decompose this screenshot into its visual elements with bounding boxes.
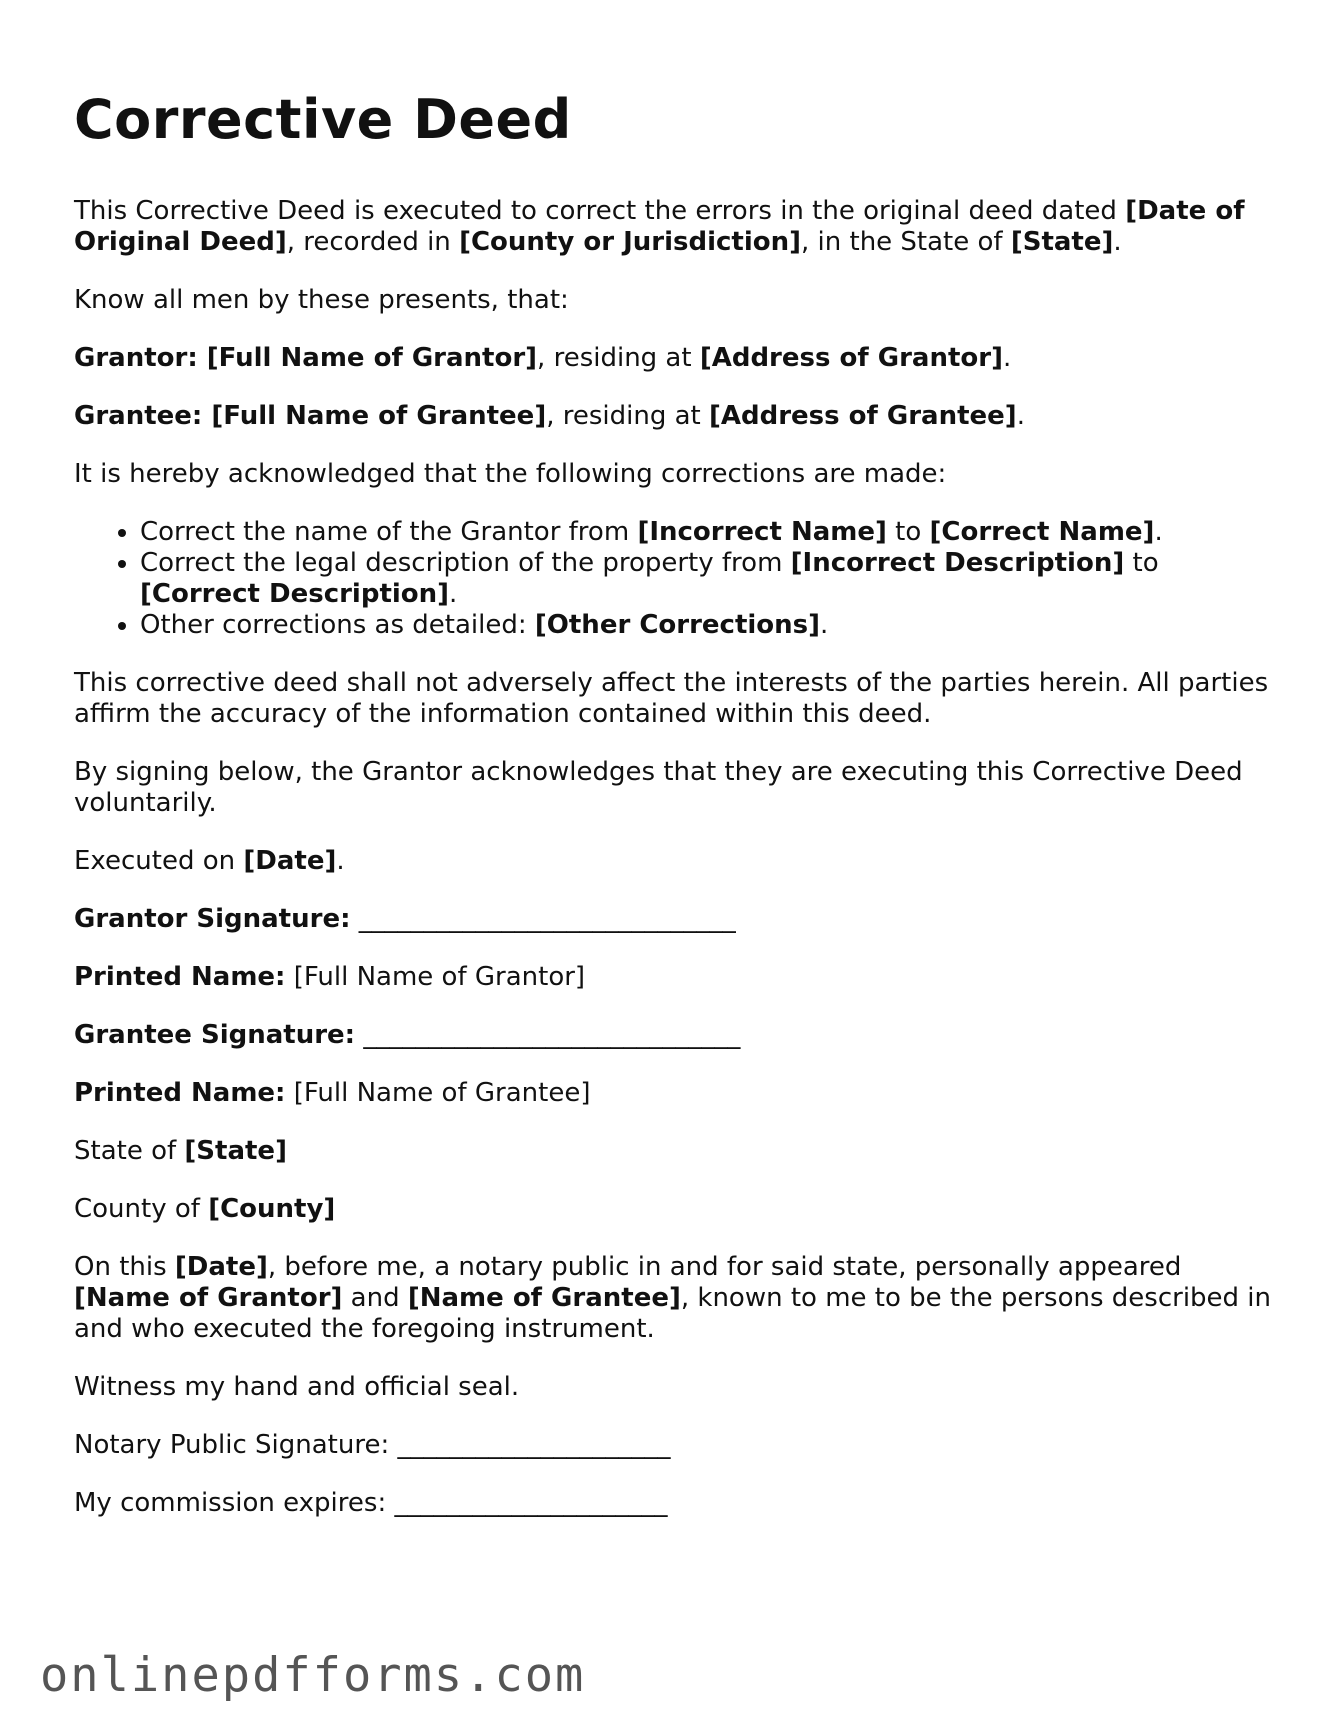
grantee-signature-field[interactable]: _____________________________ bbox=[355, 1020, 741, 1050]
grantor-line: Grantor: [Full Name of Grantor], residing at [Address of Grantor]. bbox=[74, 343, 1012, 373]
grantee-printed-name-field[interactable]: [Full Name of Grantee] bbox=[285, 1078, 591, 1108]
grantor-signature-field[interactable]: _____________________________ bbox=[350, 904, 736, 934]
state-of-line: State of [State] bbox=[74, 1136, 287, 1166]
correction-item-other: • Other corrections as detailed: [Other Corrections]. bbox=[140, 610, 1274, 641]
printed-name-label: Printed Name: bbox=[74, 1078, 286, 1108]
grantee-signature-label: Grantee Signature: bbox=[74, 1020, 356, 1050]
notary-paragraph: On this [Date], before me, a notary public in and for said state, personally appeared [Name of Grantor] and [Name of Grantee], known to me to be the persons described in and who executed the foregoing instrument. bbox=[74, 1252, 1272, 1344]
grantee-printed-name-line bbox=[74, 1078, 1274, 1109]
no-adverse-paragraph: This corrective deed shall not adversely affect the interests of the parties herein. All parties affirm the accuracy of the information contained within this deed. bbox=[74, 668, 1269, 729]
original-deed-date-placeholder: [Date of Original Deed] bbox=[74, 196, 1245, 257]
commission-expires-line[interactable]: My commission expires: _____________________ bbox=[74, 1488, 668, 1518]
grantor-address-placeholder: [Address of Grantor] bbox=[699, 343, 1003, 373]
by-signing-paragraph: By signing below, the Grantor acknowledges that they are executing this Corrective Deed voluntarily. bbox=[74, 757, 1243, 818]
grantee-line: Grantee: [Full Name of Grantee], residing at [Address of Grantee]. bbox=[74, 401, 1025, 431]
executed-date-placeholder: [Date] bbox=[243, 846, 337, 876]
county-jurisdiction-placeholder: [County or Jurisdiction] bbox=[459, 227, 801, 257]
grantee-name-label: Grantee: [Full Name of Grantee] bbox=[74, 401, 547, 431]
grantor-signature-line bbox=[74, 904, 1274, 935]
grantor-name-label: Grantor: [Full Name of Grantor] bbox=[74, 343, 538, 373]
document-title: Corrective Deed bbox=[74, 88, 572, 151]
corrections-list bbox=[74, 517, 1274, 641]
county-of-line: County of [County] bbox=[74, 1194, 336, 1224]
grantor-printed-name-field[interactable]: [Full Name of Grantor] bbox=[285, 962, 586, 992]
state-placeholder: [State] bbox=[1010, 227, 1114, 257]
printed-name-label: Printed Name: bbox=[74, 962, 286, 992]
document-page bbox=[74, 88, 1274, 1546]
grantee-signature-line bbox=[74, 1020, 1274, 1051]
corrections-intro: It is hereby acknowledged that the following corrections are made: bbox=[74, 459, 947, 489]
grantee-address-placeholder: [Address of Grantee] bbox=[708, 401, 1017, 431]
know-all-paragraph: Know all men by these presents, that: bbox=[74, 285, 569, 315]
witness-line: Witness my hand and official seal. bbox=[74, 1372, 520, 1402]
notary-state-placeholder: [State] bbox=[184, 1136, 287, 1166]
grantor-printed-name-line bbox=[74, 962, 1274, 993]
correction-item-description: • Correct the legal description of the property from [Incorrect Description] to [Correct Description]. bbox=[140, 548, 1274, 610]
watermark-logo: onlinepdfforms.com bbox=[40, 1648, 586, 1703]
grantor-signature-label: Grantor Signature: bbox=[74, 904, 351, 934]
executed-line: Executed on [Date]. bbox=[74, 846, 345, 876]
notary-county-placeholder: [County] bbox=[208, 1194, 336, 1224]
notary-signature-line[interactable]: Notary Public Signature: _____________________ bbox=[74, 1430, 671, 1460]
correction-item-name: • Correct the name of the Grantor from [Incorrect Name] to [Correct Name]. bbox=[140, 517, 1274, 548]
intro-paragraph: This Corrective Deed is executed to correct the errors in the original deed dated [Date of Original Deed], recorded in [County or Jurisdiction], in the State of [State]. bbox=[74, 196, 1245, 257]
